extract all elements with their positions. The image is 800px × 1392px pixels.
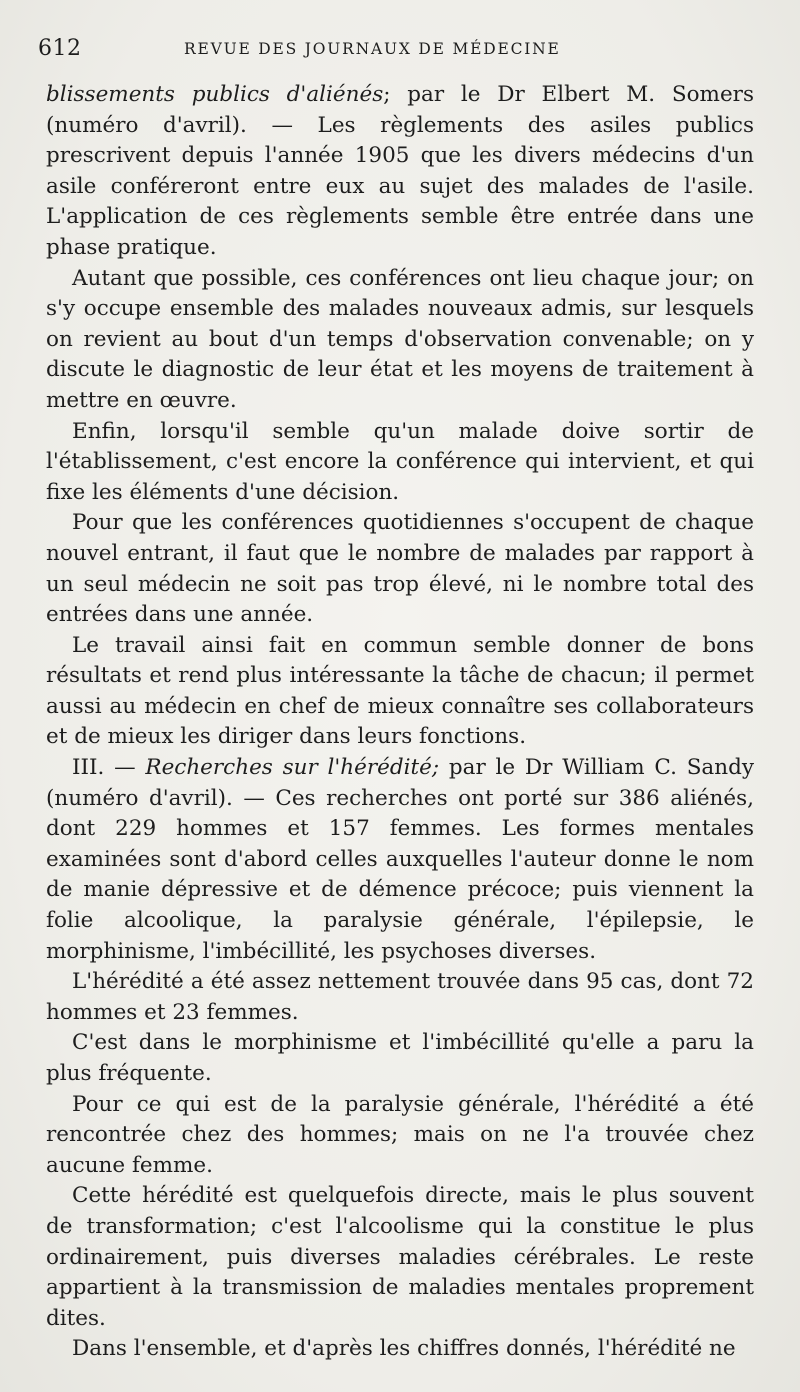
paragraph-text: ; par le Dr Elbert M. Somers (numéro d'avril). — Les règlements des asiles publics prescrivent depuis l'année 1905 que les divers médecins d'un asile conféreront entre eux au sujet des malades de l'asile. L'application de ces règlements semble être entrée dans une phase pratique. [46,82,754,260]
paragraph [46,753,754,967]
paragraph: Autant que possible, ces conférences ont lieu chaque jour; on s'y occupe ensemble des malades nouveaux admis, sur lesquels on revient au bout d'un temps d'observation convenable; on y discute le diagnostic de leur état et les moyens de traitement à mettre en œuvre. [46,265,754,413]
paragraph [46,80,754,264]
page-number: 612 [38,36,82,61]
paragraph: C'est dans le morphinisme et l'imbécillité qu'elle a paru la plus fréquente. [46,1030,754,1086]
paragraph-text: par le Dr William C. Sandy (numéro d'avril). — Ces recherches ont porté sur 386 aliénés, dont 229 hommes et 157 femmes. Les formes mentales examinées sont d'abord celles auxquelles l'auteur donne le nom de manie dépressive et de démence précoce; puis viennent la folie alcoolique, la paralysie générale, l'épilepsie, le morphinisme, l'imbécillité, les psychoses diverses. [46,755,755,964]
running-head: REVUE DES JOURNAUX DE MÉDECINE [184,40,561,58]
paragraph: Dans l'ensemble, et d'après les chiffres donnés, l'hérédité ne [72,1336,736,1362]
paragraph: L'hérédité a été assez nettement trouvée dans 95 cas, dont 72 hommes et 23 femmes. [46,969,754,1025]
paragraph: Le travail ainsi fait en commun semble donner de bons résultats et rend plus intéressante la tâche de chacun; il permet aussi au médecin en chef de mieux connaître ses collaborateurs et de mieux les diriger dans leurs fonctions. [46,632,754,750]
section-title: Recherches sur l'hérédité; [145,755,440,781]
section-number: III. — [72,755,146,781]
paragraph: Pour que les conférences quotidiennes s'occupent de chaque nouvel entrant, il faut que le nombre de malades par rapport à un seul médecin ne soit pas trop élevé, ni le nombre total des entrées dans une année. [46,510,754,628]
page-header [38,36,758,66]
body-text [46,80,754,1365]
paragraph: Cette hérédité est quelquefois directe, mais le plus souvent de transformation; c'est l'alcoolisme qui la constitue le plus ordinairement, puis diverses maladies cérébrales. Le reste appartient à la transmission de maladies mentales proprement dites. [46,1183,754,1331]
paragraph: Enfin, lorsqu'il semble qu'un malade doive sortir de l'établissement, c'est encore la conférence qui intervient, et qui fixe les éléments d'une décision. [46,418,754,505]
paragraph: Pour ce qui est de la paralysie générale, l'hérédité a été rencontrée chez des hommes; mais on ne l'a trouvée chez aucune femme. [46,1091,754,1178]
article-title-fragment: blissements publics d'aliénés [46,82,384,107]
